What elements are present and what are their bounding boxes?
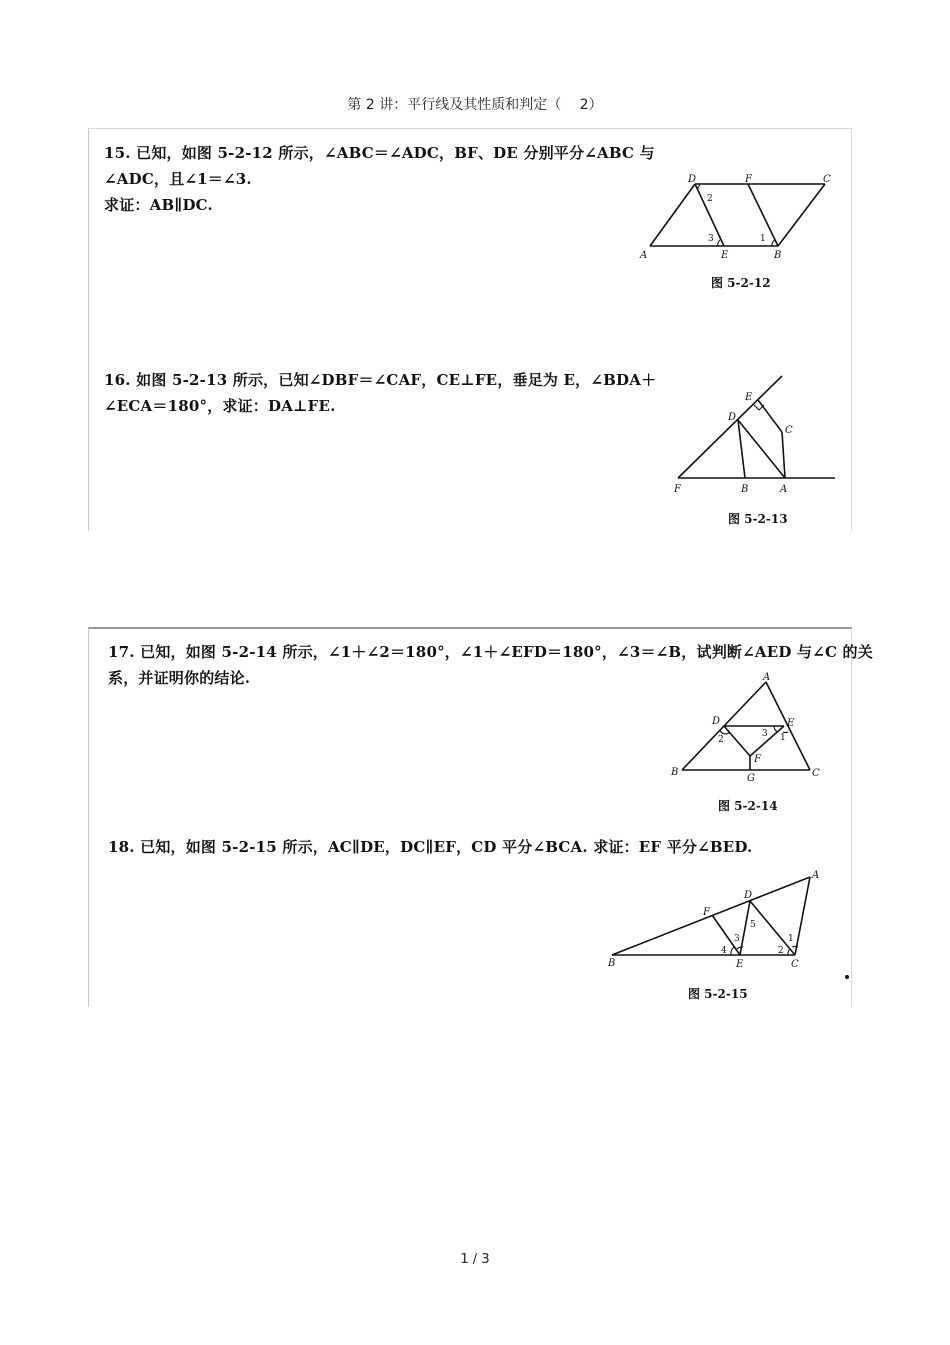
segment-df — [724, 726, 750, 756]
figure-5-2-15-caption: 图 5-2-15 — [688, 987, 748, 1001]
label-angle-4: 4 — [721, 946, 727, 956]
label-b: B — [671, 767, 679, 778]
label-angle-1: 1 — [788, 934, 794, 944]
label-c: C — [823, 174, 831, 185]
label-f: F — [754, 754, 761, 765]
problem-16-line-1: 16. 如图 5-2-13 所示，已知∠DBF＝∠CAF，CE⊥FE，垂足为 E，∠BDA＋ — [104, 371, 657, 389]
figure-5-2-13 — [670, 370, 840, 495]
problem-17-line-1: 17. 已知，如图 5-2-14 所示，∠1＋∠2＝180°，∠1＋∠EFD＝180°，∠3＝∠B，试判断∠AED 与∠C 的关 — [108, 643, 873, 661]
label-d: D — [712, 716, 721, 727]
line-fe — [678, 376, 782, 478]
label-angle-3: 3 — [734, 934, 740, 944]
label-c: C — [791, 959, 799, 970]
problem-16-text — [104, 367, 656, 419]
problem-15-line-1: 15. 已知，如图 5-2-12 所示，∠ABC＝∠ADC，BF、DE 分别平分∠ABC 与 — [104, 144, 655, 162]
label-angle-1: 1 — [780, 733, 786, 743]
segment-ec — [758, 400, 782, 432]
label-d: D — [728, 412, 737, 423]
problem-18-line-1: 18. 已知，如图 5-2-15 所示，AC∥DE，DC∥EF，CD 平分∠BCA. 求证：EF 平分∠BED. — [108, 838, 753, 856]
figure-5-2-13-caption: 图 5-2-13 — [728, 512, 788, 526]
label-e: E — [745, 392, 753, 403]
label-angle-1: 1 — [760, 234, 766, 244]
label-e: E — [721, 250, 729, 261]
label-c: C — [812, 768, 820, 779]
figure-5-2-12 — [640, 170, 840, 265]
label-f: F — [703, 907, 710, 918]
problem-15-line-2: ∠ADC，且∠1＝∠3. — [104, 170, 252, 188]
segment-db — [738, 420, 745, 478]
label-angle-2: 2 — [778, 946, 784, 956]
segment-ca — [782, 432, 785, 478]
label-a: A — [780, 484, 788, 495]
label-b: B — [741, 484, 749, 495]
segment-da — [738, 420, 785, 478]
figure-5-2-15 — [600, 865, 830, 975]
segment-bc — [778, 184, 825, 246]
problem-18-text — [108, 834, 752, 860]
page-number: 1 / 3 — [460, 1252, 490, 1267]
label-c: C — [785, 425, 793, 436]
label-angle-3: 3 — [708, 234, 714, 244]
label-b: B — [774, 250, 782, 261]
label-e: E — [787, 718, 795, 729]
label-angle-5: 5 — [750, 920, 756, 930]
label-angle-2: 2 — [707, 194, 713, 204]
label-a: A — [763, 672, 771, 683]
label-b: B — [608, 958, 616, 969]
problem-17-line-2: 系，并证明你的结论. — [108, 669, 251, 687]
problem-16-line-2: ∠ECA＝180°，求证：DA⊥FE. — [104, 397, 336, 415]
segment-dc — [750, 901, 795, 955]
label-e: E — [736, 959, 744, 970]
page-title: 第 2 讲：平行线及其性质和判定（ 2） — [347, 97, 603, 113]
label-angle-2: 2 — [718, 735, 724, 745]
segment-ad — [650, 184, 695, 246]
problem-15-text — [104, 140, 655, 218]
label-g: G — [747, 773, 755, 784]
figure-5-2-14 — [670, 670, 830, 785]
problem-15-line-3: 求证：AB∥DC. — [104, 196, 213, 214]
label-d: D — [744, 890, 753, 901]
figure-5-2-12-caption: 图 5-2-12 — [711, 276, 771, 290]
label-a: A — [640, 250, 648, 261]
label-d: D — [688, 174, 697, 185]
label-angle-3: 3 — [762, 729, 768, 739]
segment-ac — [795, 877, 810, 955]
label-f: F — [674, 484, 681, 495]
label-a: A — [812, 870, 820, 881]
figure-5-2-14-caption: 图 5-2-14 — [718, 799, 778, 813]
label-f: F — [745, 174, 752, 185]
scan-speck — [845, 975, 849, 979]
segment-ba — [612, 877, 810, 955]
